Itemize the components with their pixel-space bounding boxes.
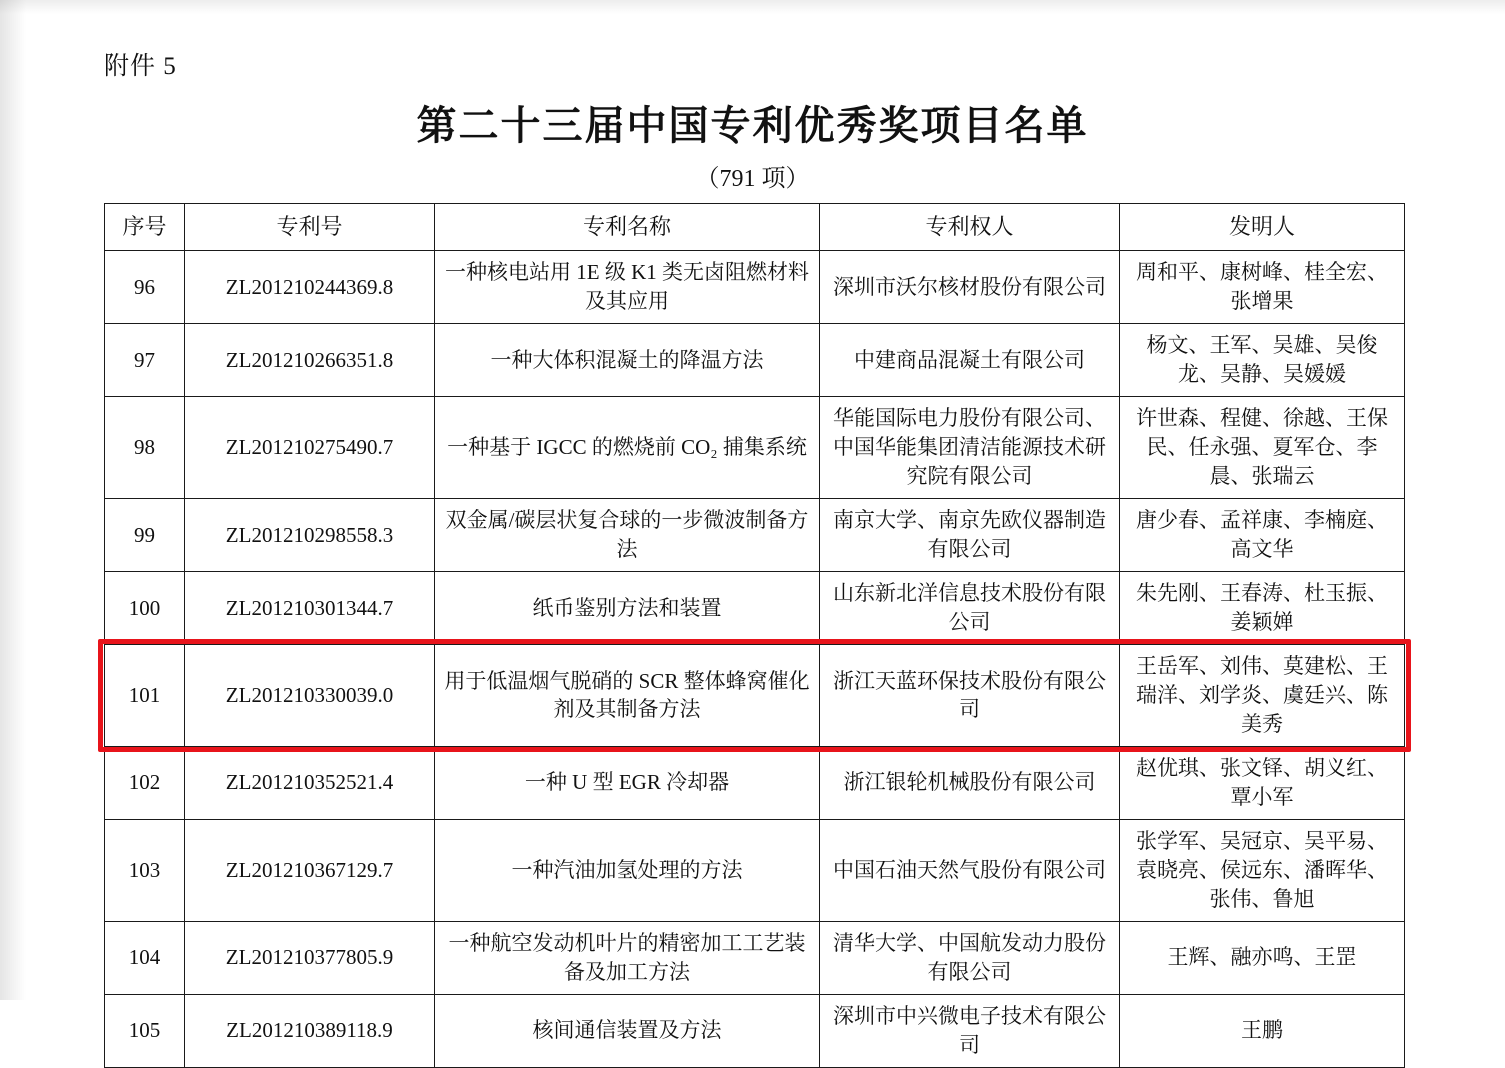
cell-seq: 99 — [105, 499, 185, 572]
table-row — [105, 645, 1405, 747]
cell-patent-name: 一种大体积混凝土的降温方法 — [435, 324, 820, 397]
cell-owner: 中建商品混凝土有限公司 — [820, 324, 1120, 397]
cell-seq: 97 — [105, 324, 185, 397]
cell-inventors: 赵优琪、张文铎、胡义红、覃小军 — [1120, 746, 1405, 819]
cell-inventors: 朱先刚、王春涛、杜玉振、姜颖婵 — [1120, 572, 1405, 645]
cell-seq: 98 — [105, 397, 185, 499]
cell-patent-no: ZL201210266351.8 — [185, 324, 435, 397]
table-row — [105, 397, 1405, 499]
cell-patent-no: ZL201210275490.7 — [185, 397, 435, 499]
column-header-inventor: 发明人 — [1120, 204, 1405, 251]
cell-seq: 103 — [105, 819, 185, 921]
column-header-name: 专利名称 — [435, 204, 820, 251]
cell-seq: 102 — [105, 746, 185, 819]
patent-list-table — [104, 203, 1405, 1068]
cell-inventors: 唐少春、孟祥康、李楠庭、高文华 — [1120, 499, 1405, 572]
cell-inventors: 王鹏 — [1120, 994, 1405, 1067]
cell-seq: 101 — [105, 645, 185, 747]
table-row — [105, 921, 1405, 994]
cell-patent-no: ZL201210389118.9 — [185, 994, 435, 1067]
table-row — [105, 819, 1405, 921]
table-header-row — [105, 204, 1405, 251]
cell-patent-name: 一种基于 IGCC 的燃烧前 CO₂ 捕集系统 — [435, 397, 820, 499]
attachment-label: 附件 5 — [104, 53, 177, 80]
cell-patent-name: 一种核电站用 1E 级 K1 类无卤阻燃材料及其应用 — [435, 251, 820, 324]
table-row — [105, 572, 1405, 645]
cell-owner: 浙江天蓝环保技术股份有限公司 — [820, 645, 1120, 747]
cell-owner: 清华大学、中国航发动力股份有限公司 — [820, 921, 1120, 994]
cell-patent-no: ZL201210301344.7 — [185, 572, 435, 645]
table-row — [105, 499, 1405, 572]
cell-seq: 105 — [105, 994, 185, 1067]
cell-owner: 山东新北洋信息技术股份有限公司 — [820, 572, 1120, 645]
column-header-patent-no: 专利号 — [185, 204, 435, 251]
cell-patent-no: ZL201210352521.4 — [185, 746, 435, 819]
table-row — [105, 251, 1405, 324]
cell-owner: 深圳市沃尔核材股份有限公司 — [820, 251, 1120, 324]
cell-patent-no: ZL201210244369.8 — [185, 251, 435, 324]
cell-patent-name: 一种航空发动机叶片的精密加工工艺装备及加工方法 — [435, 921, 820, 994]
cell-patent-name: 双金属/碳层状复合球的一步微波制备方法 — [435, 499, 820, 572]
cell-inventors: 周和平、康树峰、桂全宏、张增果 — [1120, 251, 1405, 324]
cell-inventors: 张学军、吴冠京、吴平易、袁晓亮、侯远东、潘晖华、张伟、鲁旭 — [1120, 819, 1405, 921]
cell-inventors: 王岳军、刘伟、莫建松、王瑞洋、刘学炎、虞廷兴、陈美秀 — [1120, 645, 1405, 747]
cell-inventors: 王辉、融亦鸣、王罡 — [1120, 921, 1405, 994]
cell-patent-no: ZL201210367129.7 — [185, 819, 435, 921]
cell-patent-no: ZL201210377805.9 — [185, 921, 435, 994]
cell-patent-no: ZL201210298558.3 — [185, 499, 435, 572]
cell-inventors: 许世森、程健、徐越、王保民、任永强、夏军仓、李晨、张瑞云 — [1120, 397, 1405, 499]
table-row — [105, 994, 1405, 1067]
page-title: 第二十三届中国专利优秀奖项目名单 — [416, 103, 1089, 148]
cell-patent-name: 一种 U 型 EGR 冷却器 — [435, 746, 820, 819]
table-row — [105, 746, 1405, 819]
cell-owner: 深圳市中兴微电子技术有限公司 — [820, 994, 1120, 1067]
cell-seq: 96 — [105, 251, 185, 324]
column-header-owner: 专利权人 — [820, 204, 1120, 251]
page-edge-shadow-top — [0, 0, 1505, 14]
column-header-seq: 序号 — [105, 204, 185, 251]
cell-patent-name: 用于低温烟气脱硝的 SCR 整体蜂窝催化剂及其制备方法 — [435, 645, 820, 747]
cell-owner: 浙江银轮机械股份有限公司 — [820, 746, 1120, 819]
cell-inventors: 杨文、王军、吴雄、吴俊龙、吴静、吴媛媛 — [1120, 324, 1405, 397]
cell-owner: 中国石油天然气股份有限公司 — [820, 819, 1120, 921]
table-row — [105, 324, 1405, 397]
cell-patent-name: 核间通信装置及方法 — [435, 994, 820, 1067]
cell-patent-name: 一种汽油加氢处理的方法 — [435, 819, 820, 921]
cell-patent-no: ZL201210330039.0 — [185, 645, 435, 747]
cell-seq: 104 — [105, 921, 185, 994]
cell-seq: 100 — [105, 572, 185, 645]
cell-owner: 华能国际电力股份有限公司、中国华能集团清洁能源技术研究院有限公司 — [820, 397, 1120, 499]
item-count-subtitle: （791 项） — [695, 166, 810, 192]
cell-patent-name: 纸币鉴别方法和装置 — [435, 572, 820, 645]
cell-owner: 南京大学、南京先欧仪器制造有限公司 — [820, 499, 1120, 572]
